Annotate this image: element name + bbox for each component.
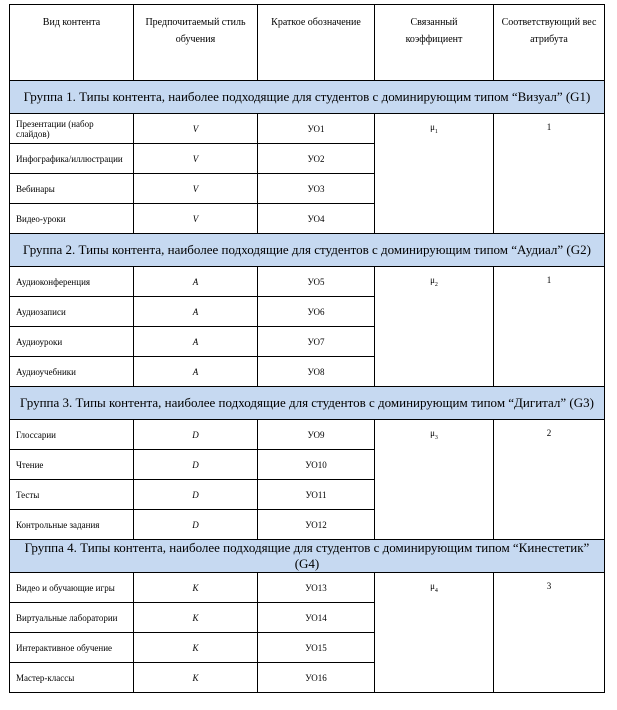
content-type-cell: Презентации (набор слайдов) [10,114,134,144]
coefficient-letter: μ [430,275,435,285]
weight-cell: 1 [494,114,605,234]
coefficient-letter: μ [430,581,435,591]
table-row [10,573,605,603]
abbreviation-cell: УО7 [258,327,375,357]
weight-cell: 1 [494,267,605,387]
learning-style-cell: A [134,267,258,297]
abbreviation-cell: УО2 [258,144,375,174]
abbreviation-cell: УО13 [258,573,375,603]
learning-style-cell: D [134,450,258,480]
coefficient-cell [375,267,494,387]
table-row [10,114,605,144]
abbreviation-cell: УО3 [258,174,375,204]
header-row [10,5,605,81]
header-abbreviation: Краткое обозначение [258,5,375,81]
header-content-type: Вид контента [10,5,134,81]
content-type-cell: Видео и обучающие игры [10,573,134,603]
table-body [10,81,605,693]
abbreviation-cell: УО4 [258,204,375,234]
learning-style-cell: V [134,144,258,174]
learning-style-cell: V [134,174,258,204]
coefficient-cell [375,573,494,693]
group-title: Группа 4. Типы контента, наиболее подходящие для студентов с доминирующим типом “Кинестетик” (G4) [10,540,605,573]
coefficient-symbol [430,122,438,135]
learning-style-cell: K [134,633,258,663]
group-title: Группа 1. Типы контента, наиболее подходящие для студентов с доминирующим типом “Визуал” (G1) [10,81,605,114]
coefficient-symbol [430,581,438,594]
content-type-cell: Тесты [10,480,134,510]
content-type-cell: Интерактивное обучение [10,633,134,663]
weight-cell: 3 [494,573,605,693]
group-header-row [10,387,605,420]
abbreviation-cell: УО9 [258,420,375,450]
coefficient-index: 3 [434,435,438,441]
abbreviation-cell: УО10 [258,450,375,480]
learning-style-cell: D [134,480,258,510]
header-weight: Соответствующий вес атрибута [494,5,605,81]
learning-style-cell: A [134,327,258,357]
coefficient-index: 4 [434,588,438,594]
content-type-cell: Вебинары [10,174,134,204]
content-type-cell: Видео-уроки [10,204,134,234]
table-row [10,420,605,450]
header-learning-style: Предпочитаемый стиль обучения [134,5,258,81]
learning-style-cell: K [134,603,258,633]
coefficient-symbol [430,428,438,441]
abbreviation-cell: УО1 [258,114,375,144]
group-header-row [10,81,605,114]
learning-style-cell: D [134,510,258,540]
abbreviation-cell: УО8 [258,357,375,387]
content-type-cell: Аудиоуроки [10,327,134,357]
content-type-cell: Глоссарии [10,420,134,450]
abbreviation-cell: УО5 [258,267,375,297]
coefficient-index: 1 [434,129,438,135]
abbreviation-cell: УО11 [258,480,375,510]
abbreviation-cell: УО12 [258,510,375,540]
content-type-cell: Виртуальные лаборатории [10,603,134,633]
content-type-cell: Чтение [10,450,134,480]
learning-style-cell: K [134,573,258,603]
coefficient-letter: μ [430,428,435,438]
learning-style-cell: V [134,114,258,144]
coefficient-letter: μ [430,122,435,132]
header-coefficient: Связанный коэффициент [375,5,494,81]
group-title: Группа 3. Типы контента, наиболее подходящие для студентов с доминирующим типом “Дигитал” (G3) [10,387,605,420]
content-type-cell: Мастер-классы [10,663,134,693]
group-header-row [10,540,605,573]
content-type-cell: Аудиоконференция [10,267,134,297]
abbreviation-cell: УО15 [258,633,375,663]
content-type-cell: Аудиозаписи [10,297,134,327]
learning-style-cell: K [134,663,258,693]
content-types-table [9,4,605,693]
learning-style-cell: V [134,204,258,234]
learning-style-cell: A [134,357,258,387]
abbreviation-cell: УО6 [258,297,375,327]
content-type-cell: Контрольные задания [10,510,134,540]
coefficient-cell [375,114,494,234]
content-type-cell: Аудиоучебники [10,357,134,387]
content-type-cell: Инфографика/иллюстрации [10,144,134,174]
coefficient-cell [375,420,494,540]
group-header-row [10,234,605,267]
learning-style-cell: A [134,297,258,327]
abbreviation-cell: УО16 [258,663,375,693]
table-row [10,267,605,297]
weight-cell: 2 [494,420,605,540]
abbreviation-cell: УО14 [258,603,375,633]
coefficient-index: 2 [434,282,438,288]
learning-style-cell: D [134,420,258,450]
group-title: Группа 2. Типы контента, наиболее подходящие для студентов с доминирующим типом “Аудиал” (G2) [10,234,605,267]
coefficient-symbol [430,275,438,288]
